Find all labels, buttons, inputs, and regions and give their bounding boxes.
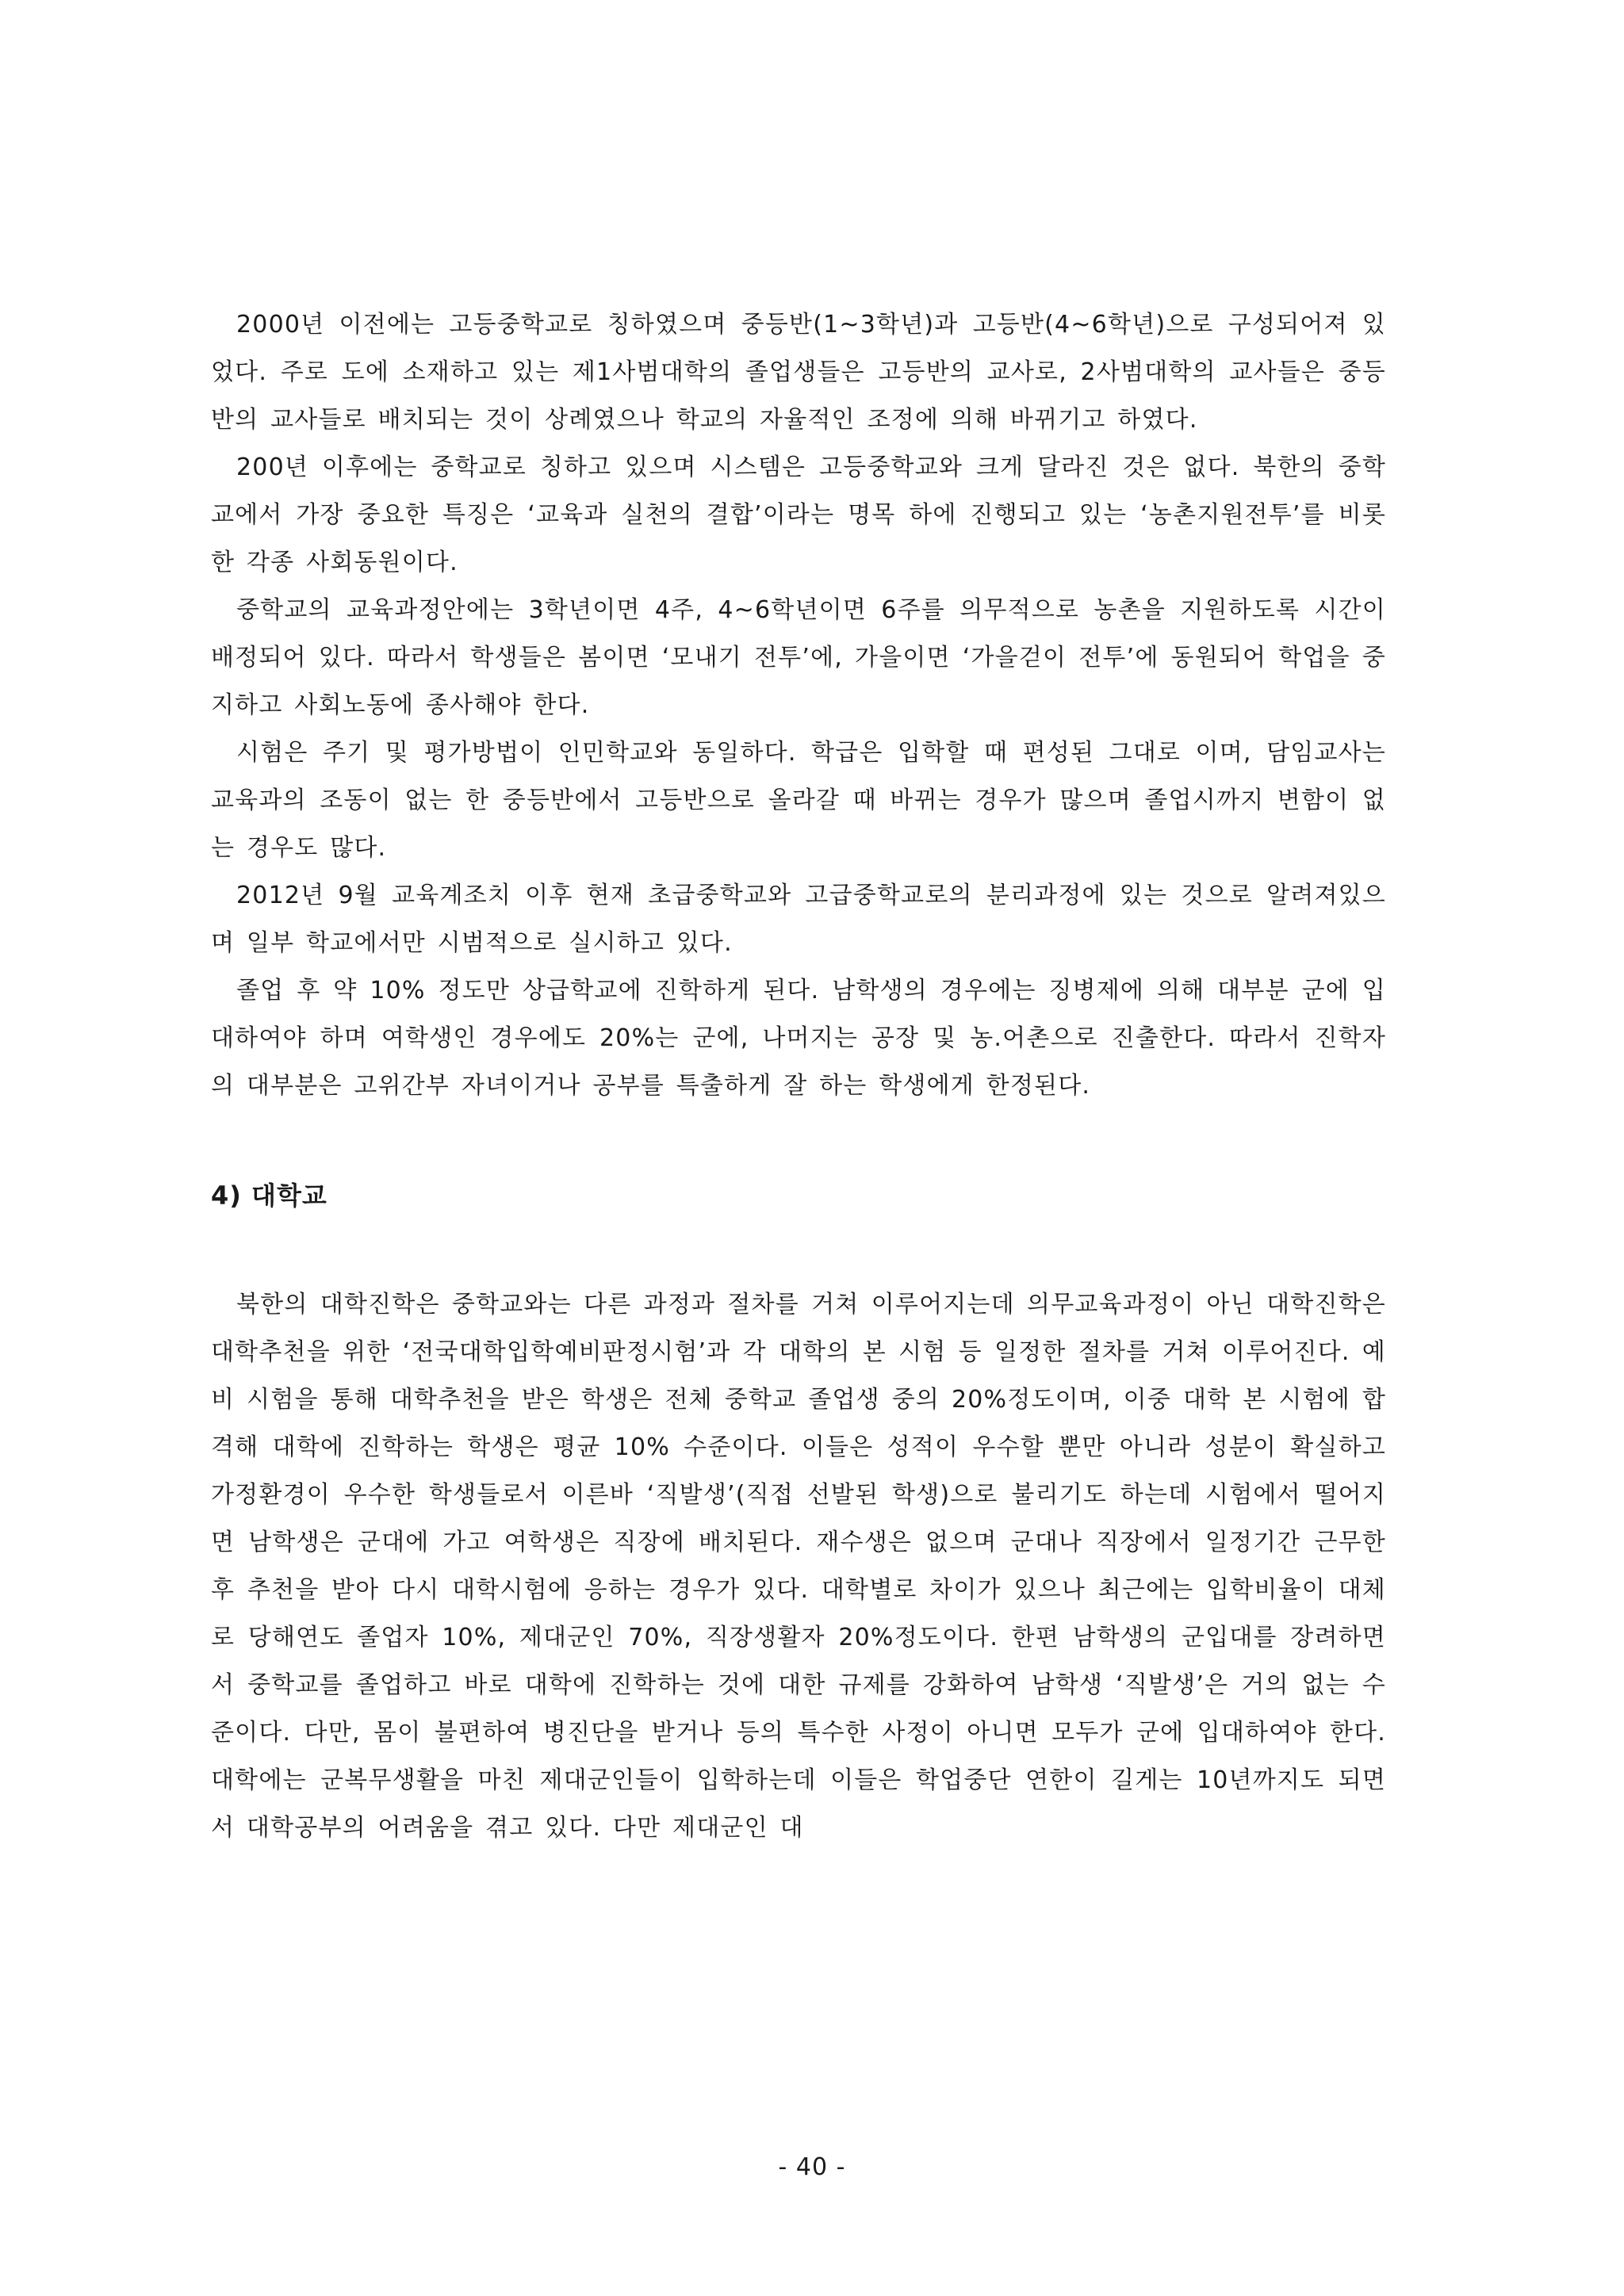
section-body — [211, 1281, 1386, 1852]
body-paragraph: 중학교의 교육과정안에는 3학년이면 4주, 4~6학년이면 6주를 의무적으로 농촌을 지원하도록 시간이 배정되어 있다. 따라서 학생들은 봄이면 ‘모내기 전투’에, 가을이면 ‘가을걷이 전투’에 동원되어 학업을 중지하고 사회노동에 종사해야 한다. — [211, 596, 1386, 719]
body-paragraph: 2000년 이전에는 고등중학교로 칭하였으며 중등반(1~3학년)과 고등반(4~6학년)으로 구성되어져 있었다. 주로 도에 소재하고 있는 제1사범대학의 졸업생들은 고등반의 교사로, 2사범대학의 교사들은 중등반의 교사들로 배치되는 것이 상례였으나 학교의 자율적인 조정에 의해 바뀌기고 하였다. — [211, 311, 1386, 434]
page-content — [211, 301, 1386, 1852]
page-number: - 40 - — [778, 2153, 846, 2181]
section-heading: 4) 대학교 — [211, 1181, 327, 1211]
section-paragraph: 북한의 대학진학은 중학교와는 다른 과정과 절차를 거쳐 이루어지는데 의무교육과정이 아닌 대학진학은 대학추천을 위한 ‘전국대학입학예비판정시험’과 각 대학의 본 시험 등 일정한 절차를 거쳐 이루어진다. 예비 시험을 통해 대학추천을 받은 학생은 전체 중학교 졸업생 중의 20%정도이며, 이중 대학 본 시험에 합격해 대학에 진학하는 학생은 평균 10% 수준이다. 이들은 성적이 우수할 뿐만 아니라 성분이 확실하고 가정환경이 우수한 학생들로서 이른바 ‘직발생’(직접 선발된 학생)으로 불리기도 하는데 시험에서 떨어지면 남학생은 군대에 가고 여학생은 직장에 배치된다. 재수생은 없으며 군대나 직장에서 일정기간 근무한 후 추천을 받아 다시 대학시험에 응하는 경우가 있다. 대학별로 차이가 있으나 최근에는 입학비율이 대체로 당해연도 졸업자 10%, 제대군인 70%, 직장생활자 20%정도이다. 한편 남학생의 군입대를 장려하면서 중학교를 졸업하고 바로 대학에 진학하는 것에 대한 규제를 강화하여 남학생 ‘직발생’은 거의 없는 수준이다. 다만, 몸이 불편하여 병진단을 받거나 등의 특수한 사정이 아니면 모두가 군에 입대하여야 한다. 대학에는 군복무생활을 마친 제대군인들이 입학하는데 이들은 학업중단 연한이 길게는 10년까지도 되면서 대학공부의 어려움을 겪고 있다. 다만 제대군인 대 — [211, 1291, 1387, 1842]
body-paragraph: 200년 이후에는 중학교로 칭하고 있으며 시스템은 고등중학교와 크게 달라진 것은 없다. 북한의 중학교에서 가장 중요한 특징은 ‘교육과 실천의 결합’이라는 명목 하에 진행되고 있는 ‘농촌지원전투’를 비롯한 각종 사회동원이다. — [211, 453, 1386, 576]
body-paragraph: 2012년 9월 교육계조치 이후 현재 초급중학교와 고급중학교로의 분리과정에 있는 것으로 알려져있으며 일부 학교에서만 시범적으로 실시하고 있다. — [211, 882, 1386, 957]
body-paragraph: 시험은 주기 및 평가방법이 인민학교와 동일하다. 학급은 입학할 때 편성된 그대로 이며, 담임교사는 교육과의 조동이 없는 한 중등반에서 고등반으로 올라갈 때 바뀌는 경우가 많으며 졸업시까지 변함이 없는 경우도 많다. — [211, 739, 1386, 862]
body-paragraph: 졸업 후 약 10% 정도만 상급학교에 진학하게 된다. 남학생의 경우에는 징병제에 의해 대부분 군에 입대하여야 하며 여학생인 경우에도 20%는 군에, 나머지는 공장 및 농.어촌으로 진출한다. 따라서 진학자의 대부분은 고위간부 자녀이거나 공부를 특출하게 잘 하는 학생에게 한정된다. — [211, 977, 1386, 1100]
